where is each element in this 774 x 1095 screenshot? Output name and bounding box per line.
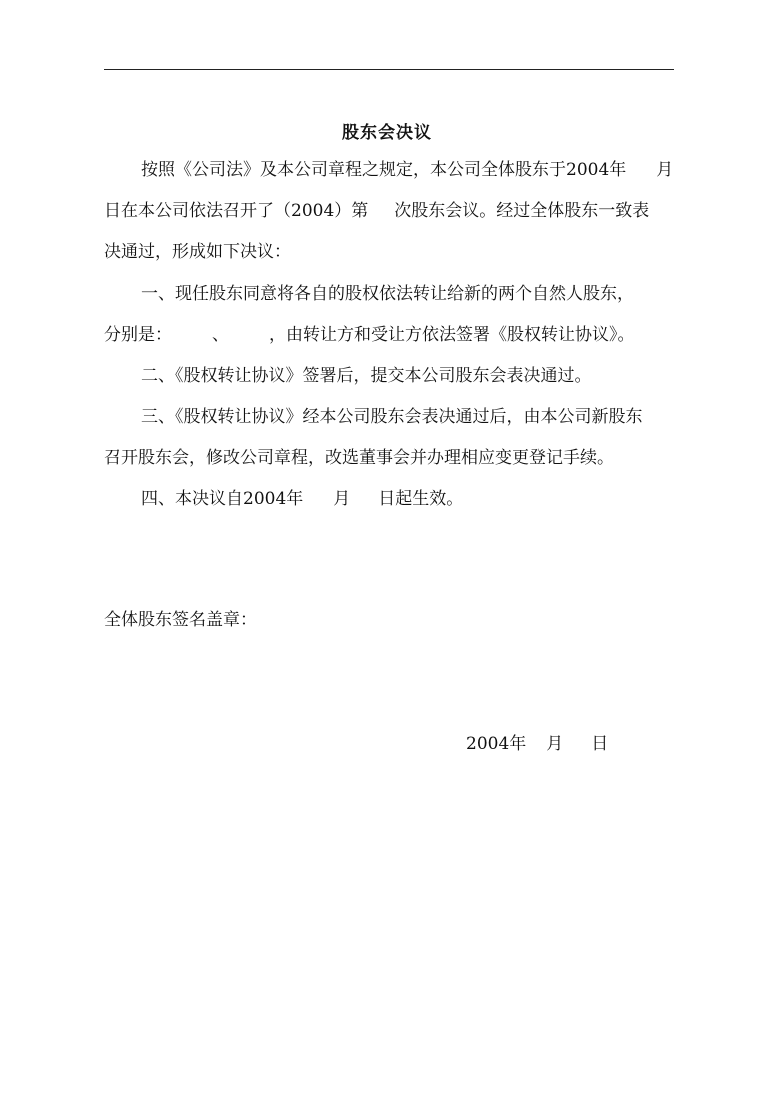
- item-4-text-a: 四、本决议自2004年: [141, 489, 304, 509]
- paragraph-1-text-a: 按照《公司法》及本公司章程之规定，本公司全体股东于2004年: [141, 160, 627, 180]
- item-3-line-1: 三、《股权转让协议》经本公司股东会表决通过后，由本公司新股东: [141, 407, 643, 427]
- item-4-text-b: 月: [333, 489, 351, 509]
- paragraph-1-line-3: 决通过，形成如下决议：: [104, 242, 291, 262]
- date-year: 2004年: [466, 734, 527, 754]
- item-4-line: [141, 487, 463, 511]
- item-2-line: 二、《股权转让协议》签署后，提交本公司股东会表决通过。: [141, 366, 592, 386]
- paragraph-1-line-2: [104, 199, 649, 223]
- paragraph-1-line-1: [141, 158, 673, 182]
- paragraph-1-text-b: 月: [656, 160, 674, 180]
- item-1-line-1: 一、现任股东同意将各自的股权依法转让给新的两个自然人股东，: [141, 284, 634, 304]
- item-1-line-2: [104, 323, 635, 347]
- item-4-text-c: 日起生效。: [378, 489, 464, 509]
- item-1-text-a: 分别是：: [104, 325, 172, 345]
- item-3-line-2: 召开股东会，修改公司章程，改选董事会并办理相应变更登记手续。: [104, 448, 614, 468]
- item-1-text-b: 、: [212, 325, 229, 345]
- signature-date: [466, 729, 608, 754]
- date-day: 日: [591, 734, 609, 754]
- document-title: 股东会决议: [342, 123, 432, 143]
- signature-label: 全体股东签名盖章：: [104, 610, 257, 630]
- item-1-text-c: ，由转让方和受让方依法签署《股权转让协议》。: [269, 325, 635, 345]
- header-rule: [104, 69, 674, 70]
- paragraph-1-text-d: 次股东会议。经过全体股东一致表: [394, 201, 650, 221]
- paragraph-1-text-c: 日在本公司依法召开了（2004）第: [104, 201, 369, 221]
- date-month: 月: [546, 734, 564, 754]
